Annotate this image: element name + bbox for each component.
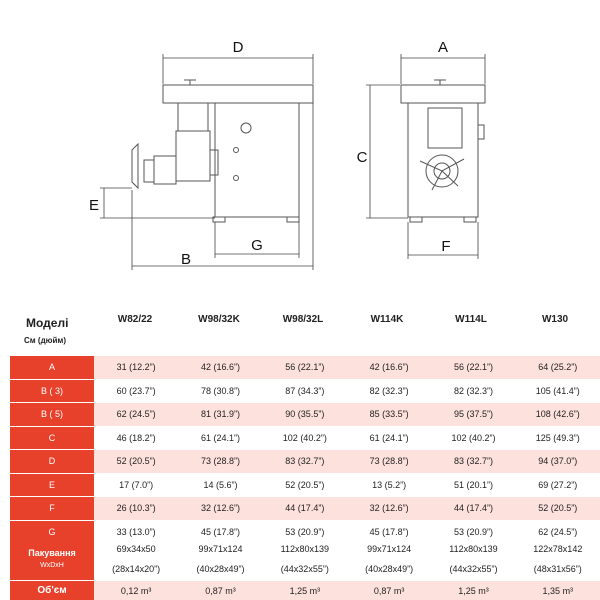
packaging-cm: 69x34x50 xyxy=(116,543,156,554)
table-cell: 73 (28.8”) xyxy=(369,456,409,467)
packaging-inch: (44x32x55”) xyxy=(449,563,498,574)
table-cell: 17 (7.0”) xyxy=(119,479,154,490)
side-view-ring xyxy=(154,156,176,184)
table-cell: 31 (12.2”) xyxy=(116,362,156,373)
table-cell: 44 (17.4”) xyxy=(285,503,325,514)
model-header: W98/32L xyxy=(282,314,324,325)
row-label: G xyxy=(10,521,94,544)
table-cell: 95 (37.5”) xyxy=(453,409,493,420)
table-cell: 90 (35.5”) xyxy=(285,409,325,420)
table-cell: 32 (12.6”) xyxy=(369,503,409,514)
table-cell: 102 (40.2”) xyxy=(282,432,327,443)
table-row xyxy=(10,356,600,380)
packaging-cell xyxy=(94,537,178,580)
table-cell: 69 (27.2”) xyxy=(538,479,578,490)
front-view-top-plate xyxy=(401,85,485,103)
packaging-cm: 99x71x124 xyxy=(198,543,243,554)
table-cell: 14 (5.6”) xyxy=(203,479,238,490)
dim-label-e: E xyxy=(88,197,100,214)
model-header: W114K xyxy=(370,314,404,325)
table-cell: 83 (32.7”) xyxy=(285,456,325,467)
table-cell: 45 (17.8”) xyxy=(369,526,409,537)
model-header: W82/22 xyxy=(117,314,153,325)
table-cell: 53 (20.9”) xyxy=(453,526,493,537)
model-header: W98/32K xyxy=(198,314,240,325)
table-cell: 108 (42.6”) xyxy=(535,409,580,420)
row-label: B ( 5) xyxy=(10,403,94,426)
table-cell: 94 (37.0”) xyxy=(538,456,578,467)
row-label: C xyxy=(10,427,94,450)
row-label: A xyxy=(10,356,94,379)
row-label: E xyxy=(10,474,94,497)
table-cell: 102 (40.2”) xyxy=(451,432,496,443)
dim-label-f: F xyxy=(441,238,451,255)
table-cell: 46 (18.2”) xyxy=(116,432,156,443)
packaging-cell xyxy=(516,537,600,580)
packaging-label-cell xyxy=(10,537,94,580)
table-cell: 87 (34.3”) xyxy=(285,385,325,396)
table-cell: 45 (17.8”) xyxy=(200,526,240,537)
table-cell: 42 (16.6”) xyxy=(369,362,409,373)
table-cell: 73 (28.8”) xyxy=(200,456,240,467)
table-cell: 42 (16.6”) xyxy=(200,362,240,373)
table-cell: 85 (33.5”) xyxy=(369,409,409,420)
dim-label-b: B xyxy=(180,251,192,268)
side-view-plate xyxy=(132,144,138,188)
table-cell: 105 (41.4”) xyxy=(535,385,580,396)
table-cell: 83 (32.7”) xyxy=(453,456,493,467)
dim-label-g: G xyxy=(251,237,263,254)
table-cell: 56 (22.1”) xyxy=(453,362,493,373)
table-cell: 52 (20.5”) xyxy=(285,479,325,490)
table-cell: 81 (31.9”) xyxy=(200,409,240,420)
packaging-cm: 99x71x124 xyxy=(367,543,412,554)
table-cell: 60 (23.7”) xyxy=(116,385,156,396)
front-view-body xyxy=(408,103,478,217)
table-header-label: Моделі xyxy=(26,316,69,330)
dim-label-d: D xyxy=(232,39,244,56)
table-cell: 64 (25.2”) xyxy=(538,362,578,373)
table-row xyxy=(10,474,600,498)
packaging-cell xyxy=(178,537,262,580)
side-view-hopper-neck xyxy=(178,103,208,131)
packaging-label: Пакування xyxy=(28,548,76,558)
packaging-cm: 122x78x142 xyxy=(533,543,583,554)
table-cell: 125 (49.3”) xyxy=(535,432,580,443)
table-cell: 33 (13.0”) xyxy=(116,526,156,537)
dim-label-a: A xyxy=(437,39,449,56)
volume-cell: 0,87 m³ xyxy=(205,585,236,596)
side-view-body xyxy=(215,103,299,217)
table-cell: 82 (32.3”) xyxy=(453,385,493,396)
table-cell: 44 (17.4”) xyxy=(453,503,493,514)
volume-cell: 1,35 m³ xyxy=(542,585,574,596)
model-header: W130 xyxy=(541,314,569,325)
volume-cell: 0,87 m³ xyxy=(373,585,405,596)
row-label: B ( 3) xyxy=(10,380,94,403)
switch-icon xyxy=(241,123,251,133)
table-row xyxy=(10,380,600,404)
table-header-units: См (дюйм) xyxy=(24,336,66,345)
table-cell: 52 (20.5”) xyxy=(116,456,156,467)
packaging-row xyxy=(10,537,600,580)
packaging-inch: (44x32x55”) xyxy=(280,563,329,574)
table-cell: 51 (20.1”) xyxy=(453,479,493,490)
packaging-cm: 112x80x139 xyxy=(449,543,498,554)
packaging-sub-label: WxDxH xyxy=(40,562,64,569)
table-cell: 78 (30.8”) xyxy=(200,385,240,396)
table-row xyxy=(10,497,600,521)
table-cell: 61 (24.1”) xyxy=(369,432,409,443)
volume-cell: 1,25 m³ xyxy=(289,585,321,596)
table-cell: 61 (24.1”) xyxy=(200,432,240,443)
dim-label-c: C xyxy=(356,149,368,166)
side-view-grinder-head xyxy=(176,131,210,181)
table-row xyxy=(10,450,600,474)
table-cell: 62 (24.5”) xyxy=(538,526,578,537)
table-cell: 52 (20.5”) xyxy=(538,503,578,514)
table-row xyxy=(10,403,600,427)
packaging-cell xyxy=(431,537,515,580)
packaging-inch: (40x28x49”) xyxy=(365,563,414,574)
table-row xyxy=(10,427,600,451)
packaging-inch: (40x28x49”) xyxy=(196,563,245,574)
table-cell: 82 (32.3”) xyxy=(369,385,409,396)
table-cell: 13 (5.2”) xyxy=(372,479,407,490)
volume-row xyxy=(10,581,600,600)
packaging-cm: 112x80x139 xyxy=(280,543,329,554)
packaging-inch: (28x14x20”) xyxy=(112,563,161,574)
side-view-top-plate xyxy=(163,85,313,103)
volume-cell: 0,12 m³ xyxy=(120,585,152,596)
table-cell: 56 (22.1”) xyxy=(285,362,325,373)
volume-label: Об'єм xyxy=(10,581,94,600)
packaging-cell xyxy=(347,537,431,580)
packaging-cell xyxy=(263,537,347,580)
model-header: W114L xyxy=(455,314,487,325)
table-cell: 53 (20.9”) xyxy=(285,526,325,537)
table-cell: 62 (24.5”) xyxy=(116,409,156,420)
dimension-table xyxy=(10,356,600,544)
row-label: D xyxy=(10,450,94,473)
table-cell: 26 (10.3”) xyxy=(116,503,156,514)
row-label: F xyxy=(10,497,94,520)
volume-cell: 1,25 m³ xyxy=(458,585,489,596)
table-cell: 32 (12.6”) xyxy=(200,503,240,514)
packaging-inch: (48x31x56”) xyxy=(533,563,582,574)
